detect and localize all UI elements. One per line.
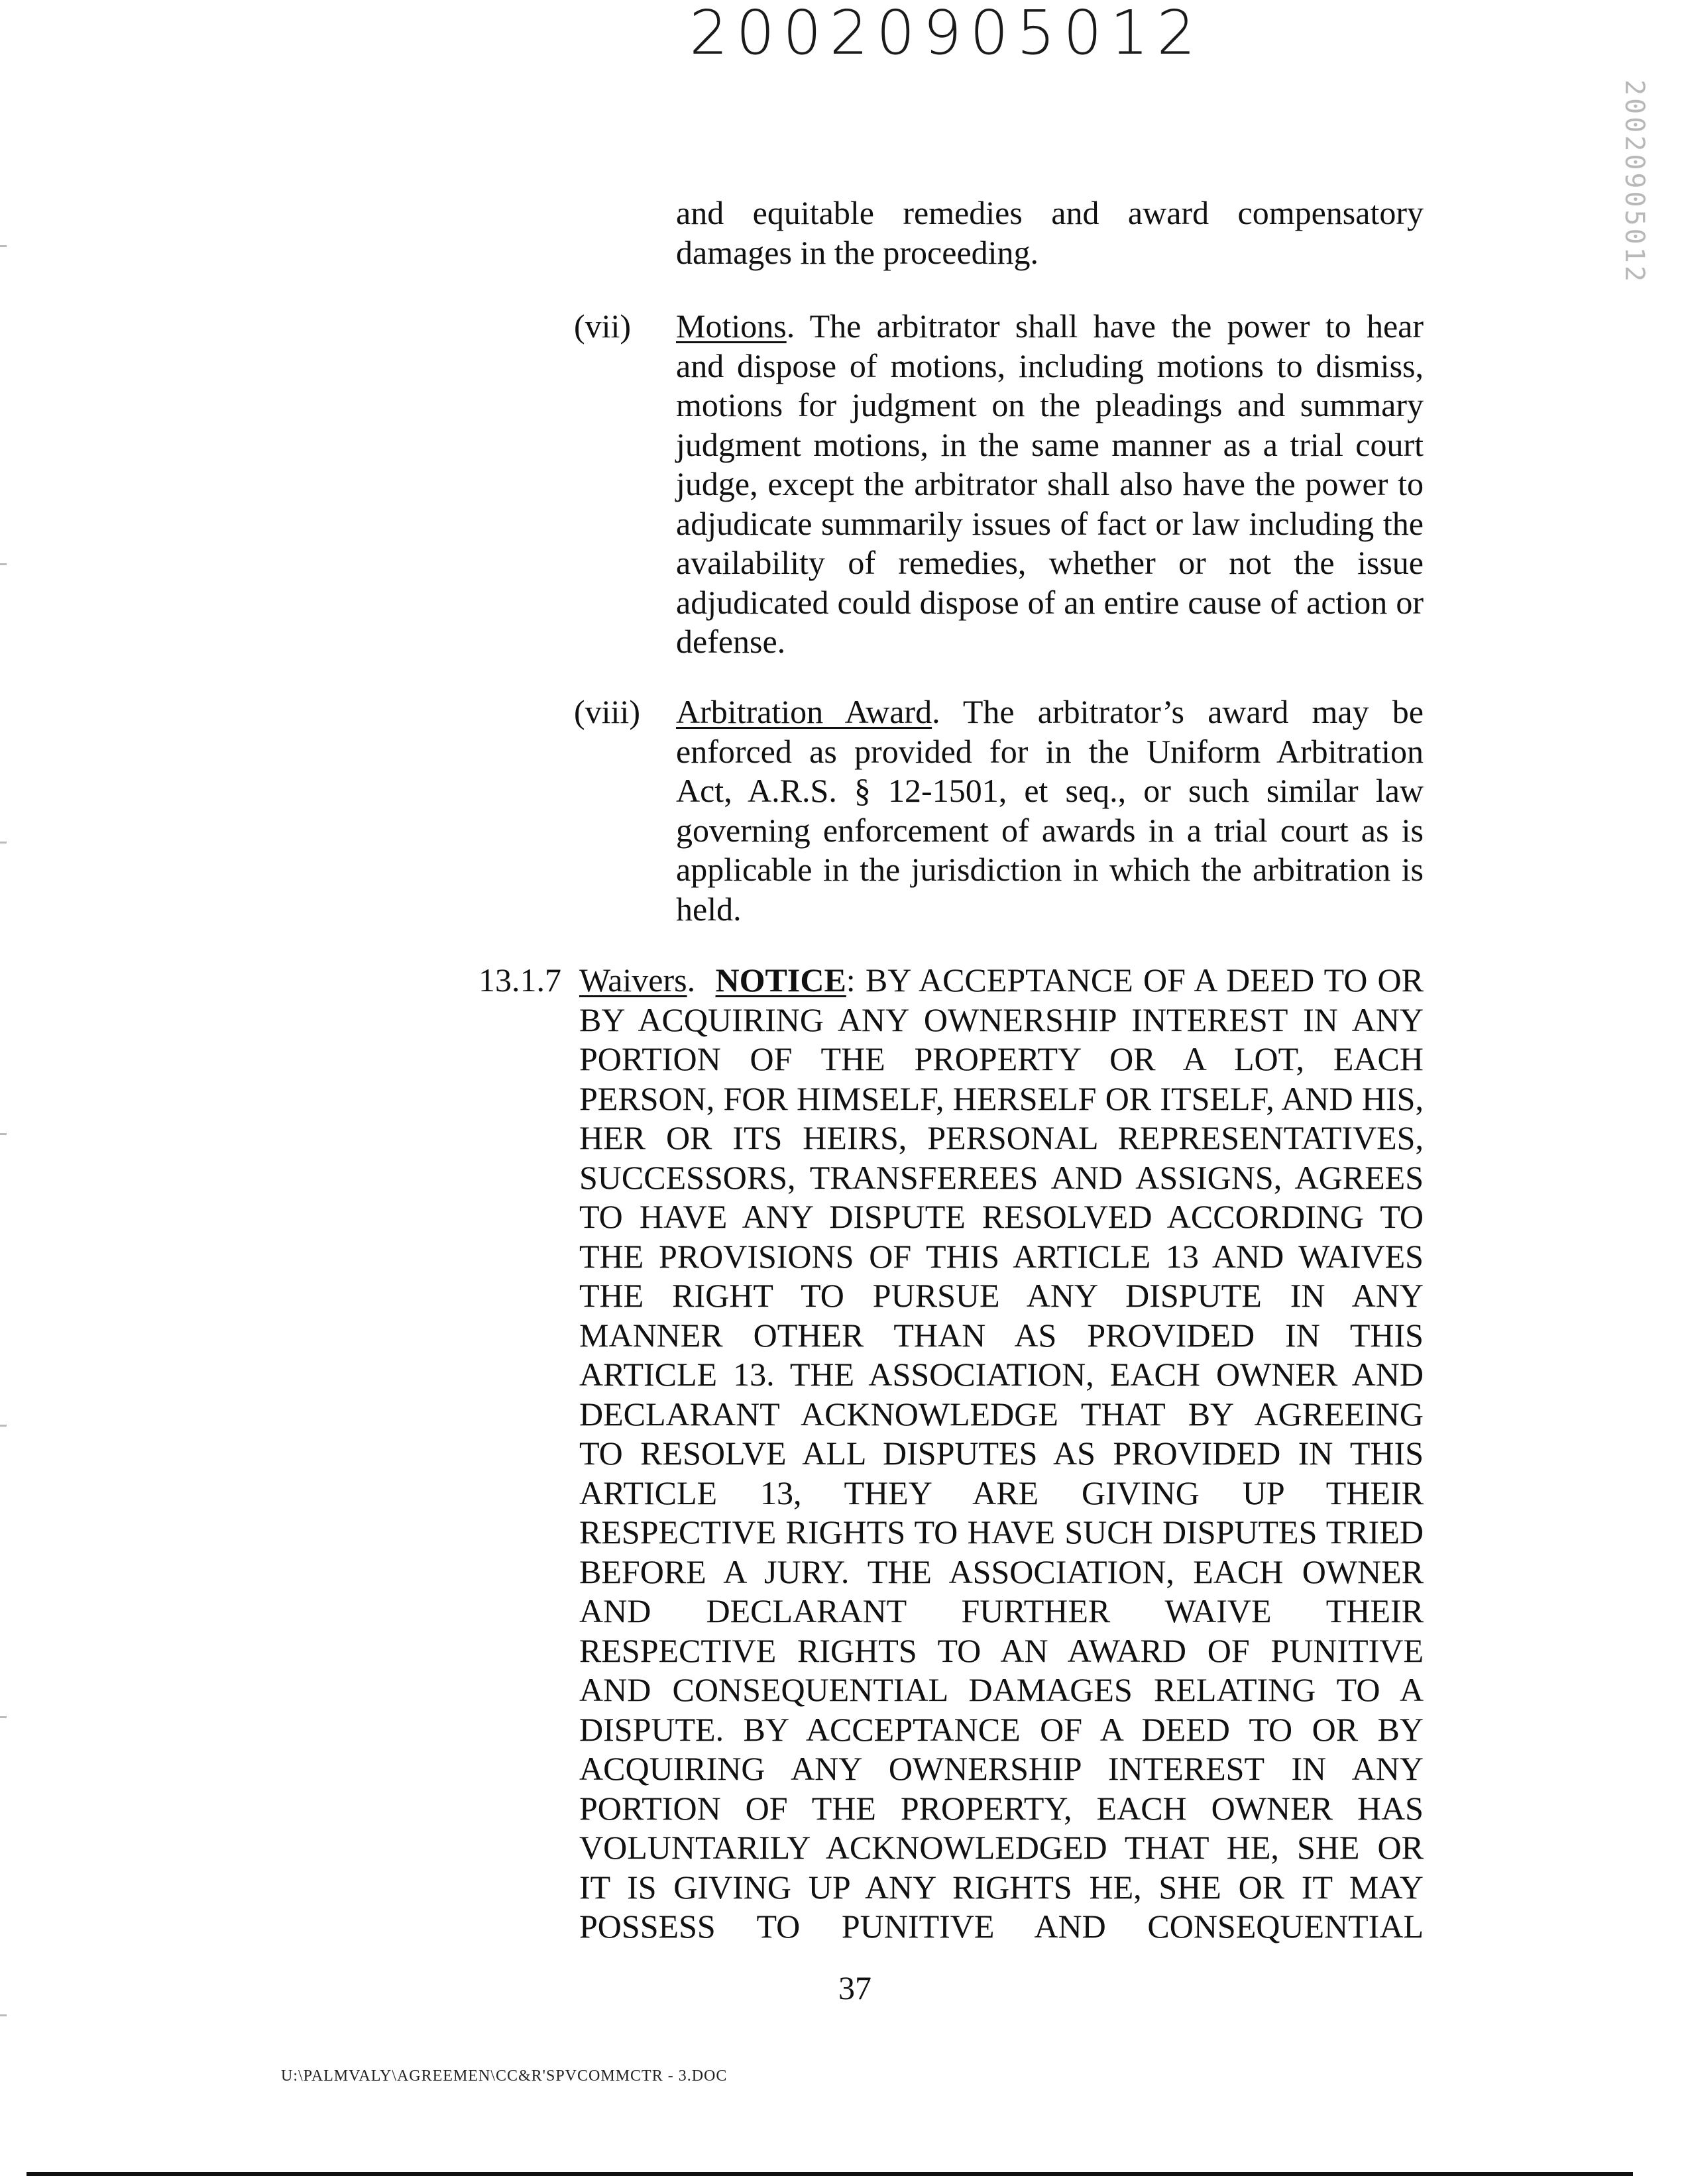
text-line: and equitable remedies and award compensatory [676,194,1424,231]
text-line: and dispose of motions, including motions to dismiss, [676,347,1424,384]
text-line: adjudicated could dispose of an entire cause of action or [676,583,1424,621]
text-segment: The arbitrator’s award may be [962,693,1424,730]
text-segment: The arbitrator shall have the power to hear [809,307,1424,345]
text-line: defense. [676,623,786,660]
bottom-rule [27,2172,1633,2176]
text-line: HER OR ITS HEIRS, PERSONAL REPRESENTATIVES, [579,1119,1424,1156]
text-line: MANNER OTHER THAN AS PROVIDED IN THIS [579,1316,1424,1354]
text-line: motions for judgment on the pleadings and summary [676,386,1424,423]
text-line: BEFORE A JURY. THE ASSOCIATION, EACH OWNER [579,1553,1424,1590]
text-line: enforced as provided for in the Uniform Arbitration [676,732,1424,770]
text-line: ARTICLE 13, THEY ARE GIVING UP THEIR [579,1474,1424,1511]
text-line: PORTION OF THE PROPERTY, EACH OWNER HAS [579,1789,1424,1827]
page-number: 37 [838,1969,871,2006]
text-line: RESPECTIVE RIGHTS TO AN AWARD OF PUNITIVE [579,1631,1424,1669]
section-number: 13.1.7 [478,961,561,999]
text-line: AND DECLARANT FURTHER WAIVE THEIR [579,1592,1424,1629]
text-line: governing enforcement of awards in a trial court as is [676,811,1424,849]
text-line: held. [676,890,742,928]
item-viii-paragraph [676,692,1424,929]
text-line: applicable in the jurisdiction in which the arbitration is [676,851,1424,888]
text-line: AND CONSEQUENTIAL DAMAGES RELATING TO A [579,1671,1424,1708]
text-line: VOLUNTARILY ACKNOWLEDGED THAT HE, SHE OR [579,1829,1424,1866]
text-line: damages in the proceeding. [676,233,1039,271]
text-segment: : BY ACCEPTANCE OF A DEED TO OR [846,961,1424,999]
file-path: U:\PALMVALY\AGREEMEN\CC&R'SPVCOMMCTR - 3.DOC [281,2067,728,2085]
edge-tick [0,563,7,565]
edge-tick [0,2014,7,2016]
section-heading: Waivers [579,961,687,999]
edge-tick [0,1425,7,1427]
text-line: PERSON, FOR HIMSELF, HERSELF OR ITSELF, AND HIS, [579,1079,1424,1117]
text-line: THE PROVISIONS OF THIS ARTICLE 13 AND WAIVES [579,1237,1424,1275]
notice-label: NOTICE [715,961,846,999]
item-number-viii: (viii) [574,693,640,730]
text-line: PORTION OF THE PROPERTY OR A LOT, EACH [579,1040,1424,1077]
item-heading: Motions [676,307,787,345]
continuation-paragraph [676,193,1424,272]
text-line: THE RIGHT TO PURSUE ANY DISPUTE IN ANY [579,1277,1424,1314]
text-line: judgment motions, in the same manner as a trial court [676,425,1424,463]
text-line: POSSESS TO PUNITIVE AND CONSEQUENTIAL [579,1908,1424,1945]
text-line: IT IS GIVING UP ANY RIGHTS HE, SHE OR IT MAY [579,1868,1424,1906]
item-number-vii: (vii) [574,307,632,345]
text-line: adjudicate summarily issues of fact or law including the [676,504,1424,542]
text-line: RESPECTIVE RIGHTS TO HAVE SUCH DISPUTES TRIED [579,1513,1424,1551]
edge-tick [0,245,7,247]
text-line: BY ACQUIRING ANY OWNERSHIP INTEREST IN ANY [579,1001,1424,1038]
edge-tick [0,842,7,844]
text-line: Waivers. NOTICE: BY ACCEPTANCE OF A DEED TO OR [579,961,1424,999]
text-line: DECLARANT ACKNOWLEDGE THAT BY AGREEING [579,1395,1424,1433]
edge-tick [0,1716,7,1718]
text-line: Motions. The arbitrator shall have the power to hear [676,307,1424,345]
text-line: Act, A.R.S. § 12-1501, et seq., or such similar law [676,772,1424,809]
text-line: SUCCESSORS, TRANSFEREES AND ASSIGNS, AGREES [579,1158,1424,1196]
text-line: DISPUTE. BY ACCEPTANCE OF A DEED TO OR BY [579,1710,1424,1748]
item-vii-paragraph [676,307,1424,662]
text-line: TO RESOLVE ALL DISPUTES AS PROVIDED IN THIS [579,1435,1424,1472]
text-line: judge, except the arbitrator shall also have the power to [676,465,1424,502]
item-heading: Arbitration Award [676,693,932,730]
text-line: TO HAVE ANY DISPUTE RESOLVED ACCORDING TO [579,1198,1424,1235]
text-line: availability of remedies, whether or not the issue [676,544,1424,581]
edge-tick [0,1133,7,1135]
recording-number: 20020905012 [689,0,1204,68]
text-line: Arbitration Award. The arbitrator’s award may be [676,693,1424,730]
text-line: ACQUIRING ANY OWNERSHIP INTEREST IN ANY [579,1750,1424,1787]
margin-stamp: 20020905012 [1619,80,1650,284]
section-waivers-paragraph [579,961,1424,1947]
text-line: ARTICLE 13. THE ASSOCIATION, EACH OWNER AND [579,1356,1424,1393]
